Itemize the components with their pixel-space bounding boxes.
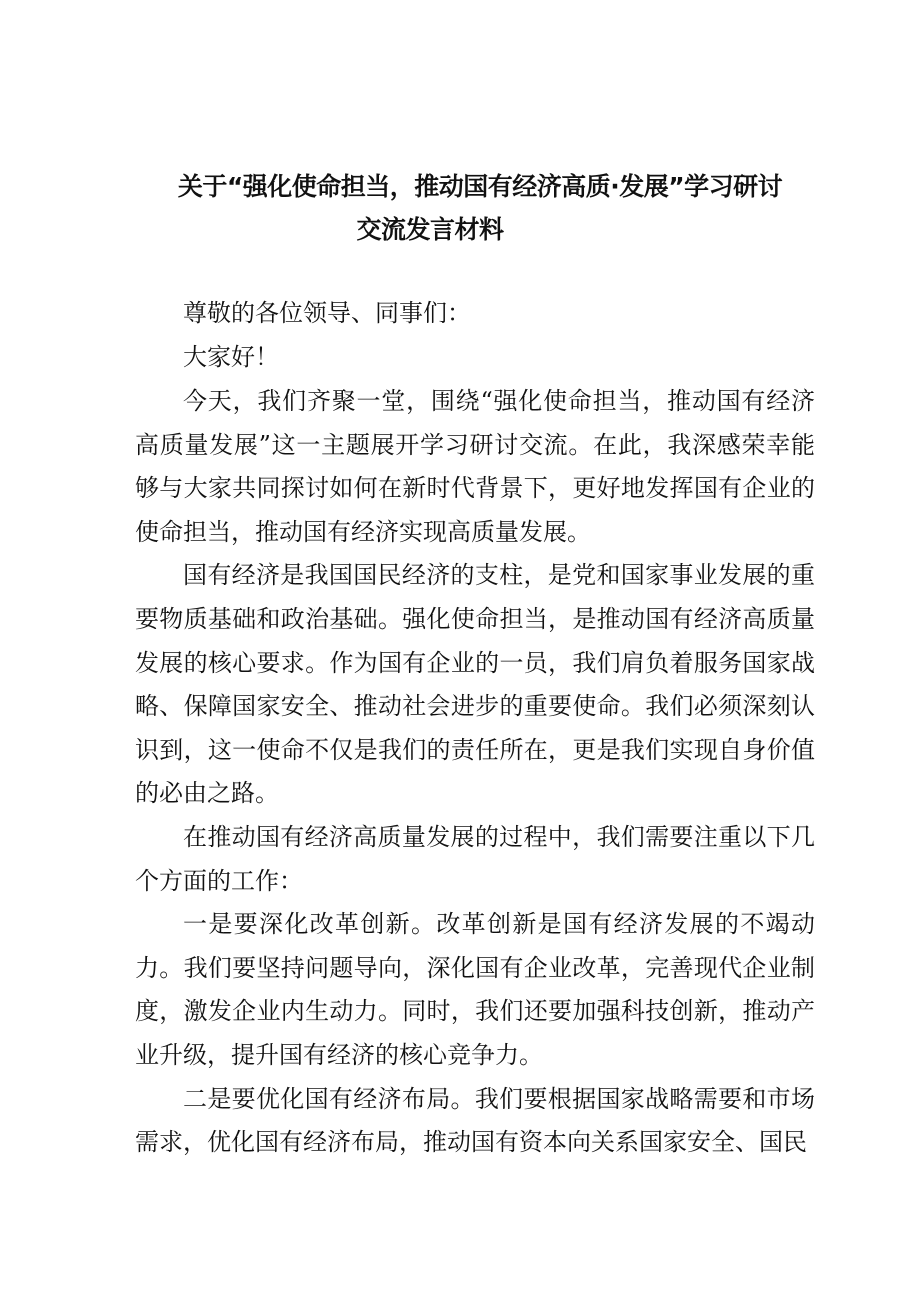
document-body [135,380,815,1165]
document-title-line-1: 关于“强化使命担当，推动国有经济高质·发展”学习研讨 [177,172,783,201]
greeting: 大家好！ [183,343,279,371]
paragraph-layout: 二是要优化国有经济布局。我们要根据国家战略需要和市场需求，优化国有经济布局，推动国有资本向关系国家安全、国民 [135,1084,815,1157]
paragraph-opening: 今天，我们齐聚一堂，围绕“强化使命担当，推动国有经济高质量发展”这一主题展开学习研讨交流。在此，我深感荣幸能够与大家共同探讨如何在新时代背景下，更好地发挥国有企业的使命担当，推动国有经济实现高质量发展。 [135,387,815,546]
document-title-line-2: 交流发言材料 [356,215,504,244]
salutation: 尊敬的各位领导、同事们： [183,299,471,327]
paragraph-mission: 国有经济是我国国民经济的支柱，是党和国家事业发展的重要物质基础和政治基础。强化使命担当，是推动国有经济高质量发展的核心要求。作为国有企业的一员，我们肩负着服务国家战略、保障国家安全、推动社会进步的重要使命。我们必须深刻认识到，这一使命不仅是我们的责任所在，更是我们实现自身价值的必由之路。 [135,561,815,808]
paragraph-reform: 一是要深化改革创新。改革创新是国有经济发展的不竭动力。我们要坚持问题导向，深化国有企业改革，完善现代企业制度，激发企业内生动力。同时，我们还要加强科技创新，推动产业升级，提升国有经济的核心竞争力。 [135,910,815,1069]
paragraph-aspects: 在推动国有经济高质量发展的过程中，我们需要注重以下几个方面的工作： [135,822,815,895]
